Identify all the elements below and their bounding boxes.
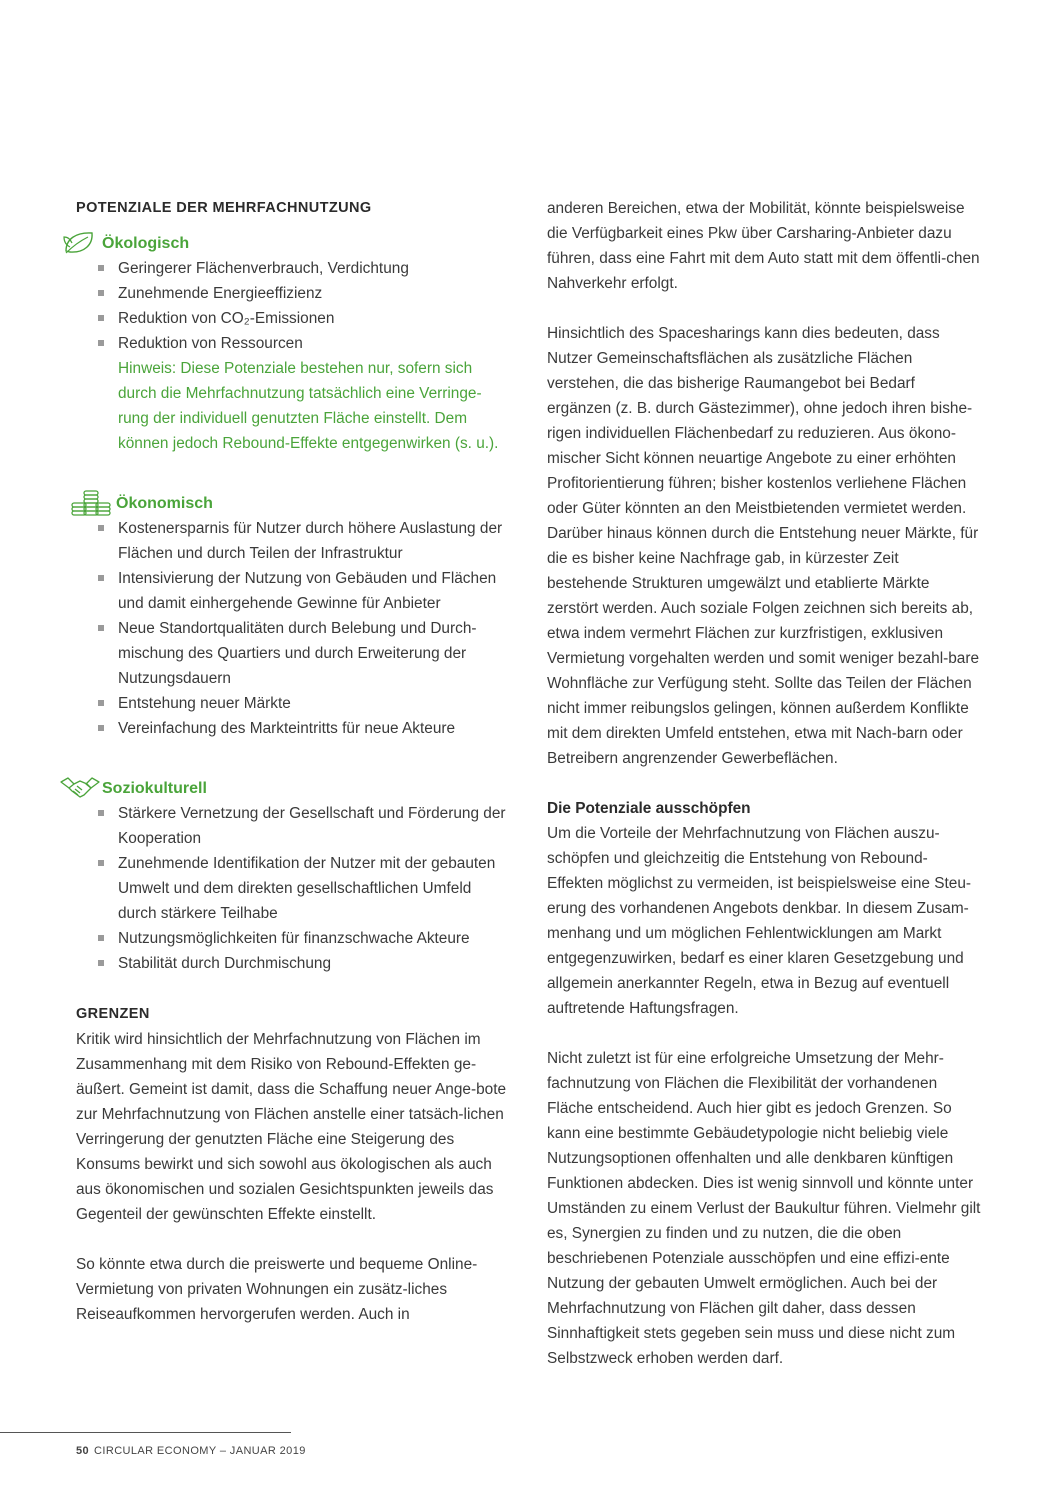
spacer [76, 741, 510, 766]
oekologisch-note: Hinweis: Diese Potenziale bestehen nur, sofern sich durch die Mehrfachnutzung tatsächlich eine Verringe-rung der individuell genutzten Fläche einstellt. Dem können jedoch Rebound-Effekte entgegenwirken (s. u.). [118, 360, 499, 452]
list-item: Neue Standortqualitäten durch Belebung und Durch-mischung des Quartiers und durch Erweiterung der Nutzungsdauern [98, 616, 510, 691]
list-item: Kostenersparnis für Nutzer durch höhere Auslastung der Flächen und durch Teilen der Infrastruktur [98, 516, 510, 566]
right-paragraph-3: Um die Vorteile der Mehrfachnutzung von Flächen auszu-schöpfen und gleichzeitig die Entstehung von Rebound-Effekten möglichst zu vermeiden, ist beispielsweise eine Steu-erung des vorhandenen Angebots denkbar. In diesem Zusam-menhang und um möglichen Fehlentwicklungen am Markt entgegenzuwirken, bedarf es einer klaren Gesetzgebung und allgemein anerkannter Regeln, etwa in Bezug auf eventuell auftretende Haftungsfragen. [547, 825, 972, 1017]
category-oekonomisch-header [76, 491, 510, 516]
left-column [76, 196, 510, 1327]
category-soziokulturell-title: Soziokulturell [102, 780, 207, 797]
grenzen-paragraph-1: Kritik wird hinsichtlich der Mehrfachnutzung von Flächen im Zusammenhang mit dem Risiko von Rebound-Effekten ge-äußert. Gemeint ist damit, dass die Schaffung neuer Ange-bote zur Mehrfachnutzung von Flächen anstelle einer tatsäch-lichen Verringerung der genutzten Fläche eine Steigerung des Konsums bewirkt und sich sowohl aus ökologischen als auch aus ökonomischen und sozialen Gesichtspunkten jeweils das Gegenteil der gewünschten Effekte einstellt. [76, 1031, 507, 1223]
spacer [547, 1021, 981, 1046]
oekonomisch-list [98, 516, 510, 741]
list-item: Stärkere Vernetzung der Gesellschaft und Förderung der Kooperation [98, 801, 510, 851]
category-oekonomisch-title: Ökonomisch [116, 495, 213, 512]
oekologisch-list [98, 256, 510, 356]
coin-stack-icon [70, 485, 116, 517]
list-item: Intensivierung der Nutzung von Gebäuden und Flächen und damit einhergehende Gewinne für Anbieter [98, 566, 510, 616]
sub-heading-potenziale-ausschoepfen: Die Potenziale ausschöpfen [547, 800, 751, 817]
spacer [76, 1227, 510, 1252]
section-heading-potenziale: POTENZIALE DER MEHRFACHNUTZUNG [76, 200, 372, 216]
spacer [76, 976, 510, 988]
footer-rule [0, 1432, 291, 1433]
grenzen-paragraph-2: So könnte etwa durch die preiswerte und bequeme Online-Vermietung von privaten Wohnungen ein zusätz-liches Reiseaufkommen hervorgerufen werden. Auch in [76, 1256, 478, 1323]
section-heading-grenzen: GRENZEN [76, 1006, 150, 1022]
list-item: Reduktion von Ressourcen [98, 331, 510, 356]
footer-text: CIRCULAR ECONOMY – JANUAR 2019 [94, 1445, 306, 1457]
spacer [76, 456, 510, 481]
right-column [547, 196, 981, 1371]
category-soziokulturell-header [76, 776, 510, 801]
page-footer [76, 1445, 306, 1457]
list-item: Zunehmende Energieeffizienz [98, 281, 510, 306]
list-item: Zunehmende Identifikation der Nutzer mit der gebauten Umwelt und dem direkten gesellschaftlichen Umfeld durch stärkere Teilhabe [98, 851, 510, 926]
spacer [547, 296, 981, 321]
list-item: Stabilität durch Durchmischung [98, 951, 510, 976]
page-number: 50 [76, 1445, 90, 1457]
list-item: Nutzungsmöglichkeiten für finanzschwache Akteure [98, 926, 510, 951]
category-oekologisch-title: Ökologisch [102, 235, 190, 252]
soziokulturell-list [98, 801, 510, 976]
right-paragraph-1: anderen Bereichen, etwa der Mobilität, könnte beispielsweise die Verfügbarkeit eines Pkw über Carsharing-Anbieter dazu führen, dass eine Fahrt mit dem Auto statt mit dem öffentli-chen Nahverkehr erfolgt. [547, 200, 980, 292]
list-item: Vereinfachung des Markteintritts für neue Akteure [98, 716, 510, 741]
right-paragraph-4: Nicht zuletzt ist für eine erfolgreiche Umsetzung der Mehr-fachnutzung von Flächen die Flexibilität der vorhandenen Fläche entscheidend. Auch hier gibt es jedoch Grenzen. So kann eine bestimmte Gebäudetypologie nicht beliebig viele Nutzungsoptionen offenhalten und alle denkbaren künftigen Funktionen abdecken. Dies ist wenig sinnvoll und könnte unter Umständen zu einem Verlust der Baukultur führen. Vielmehr gilt es, Synergien zu finden und zu nutzen, die die oben beschriebenen Potenziale ausschöpfen und eine effizi-ente Nutzung der gebauten Umwelt ermöglichen. Auch bei der Mehrfachnutzung von Flächen gilt daher, dass dessen Sinnhaftigkeit stets gegeben sein muss und diese nicht zum Selbstzweck erhoben werden darf. [547, 1050, 981, 1367]
leaf-icon [62, 229, 98, 257]
right-paragraph-2: Hinsichtlich des Spacesharings kann dies bedeuten, dass Nutzer Gemeinschaftsflächen als zusätzliche Flächen verstehen, die das bisherige Raumangebot bei Bedarf ergänzen (z. B. durch Gästezimmer), ohne jedoch ihren bishe-rigen individuellen Flächenbedarf zu reduzieren. Aus ökono-mischer Sicht können neuartige Angebote zu einer erhöhten Profitorientierung führen; bisher kostenlos verliehene Flächen oder Güter könnten an den Meistbietenden vermietet werden. Darüber hinaus können durch die Entstehung neuer Märkte, für die es bisher keine Nachfrage gab, in kürzester Zeit bestehende Strukturen umgewälzt und etablierte Märkte zerstört werden. Auch soziale Folgen zeichnen sich bereits ab, etwa indem vermehrt Flächen zur kurzfristigen, exklusiven Vermietung vorgehalten werden und somit weniger bezahl-bare Wohnfläche zur Verfügung steht. Sollte das Teilen der Flächen nicht immer reibungslos gelingen, können außerdem Konflikte mit dem direkten Umfeld entstehen, etwa mit Nach-barn oder Betreibern angrenzender Gewerbeflächen. [547, 325, 980, 767]
list-item: Reduktion von CO₂-Emissionen [98, 306, 510, 331]
list-item: Entstehung neuer Märkte [98, 691, 510, 716]
category-oekologisch-header [76, 231, 510, 256]
handshake-icon [60, 774, 100, 802]
spacer [547, 771, 981, 796]
list-item: Geringerer Flächenverbrauch, Verdichtung [98, 256, 510, 281]
